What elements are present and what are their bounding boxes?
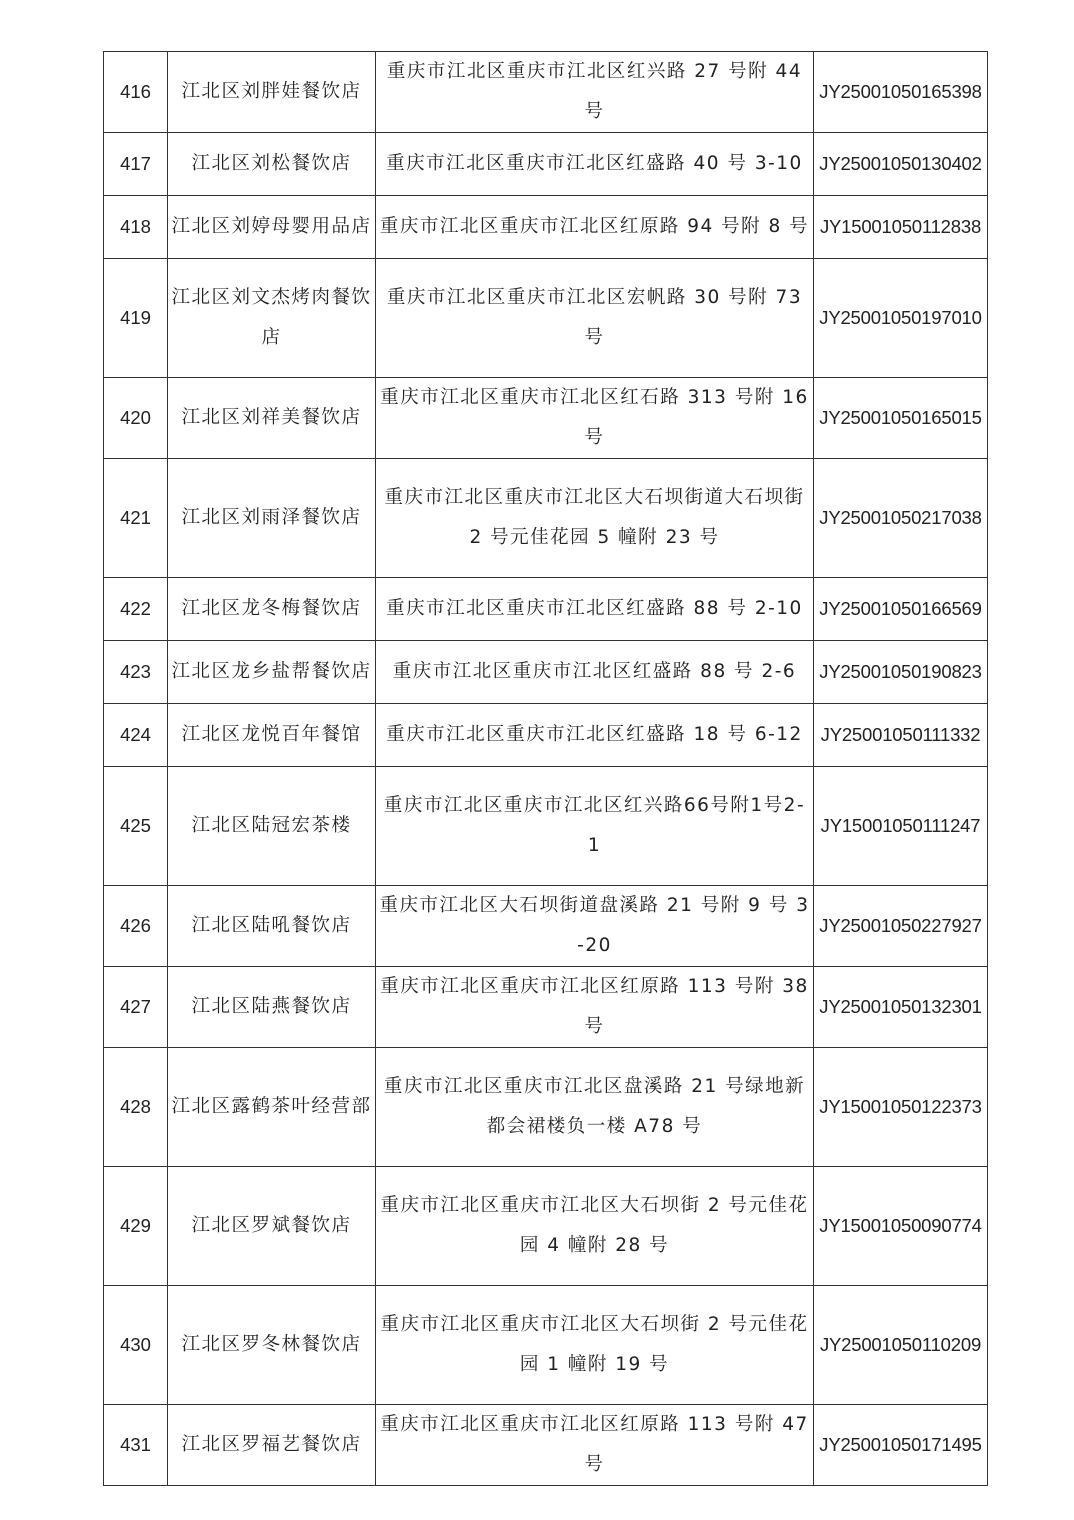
row-number: 422 (104, 578, 168, 641)
business-name: 江北区陆吼餐饮店 (168, 886, 376, 967)
table-row (104, 1286, 988, 1405)
business-address: 重庆市江北区重庆市江北区宏帆路 30 号附 73 号 (376, 259, 814, 378)
business-name: 江北区陆燕餐饮店 (168, 967, 376, 1048)
license-number: JY25001050111332 (814, 704, 988, 767)
table-row (104, 196, 988, 259)
table-row (104, 704, 988, 767)
row-number: 420 (104, 378, 168, 459)
business-address: 重庆市江北区重庆市江北区红兴路 27 号附 44 号 (376, 52, 814, 133)
license-number: JY25001050165015 (814, 378, 988, 459)
business-name: 江北区刘松餐饮店 (168, 133, 376, 196)
license-number: JY15001050122373 (814, 1048, 988, 1167)
business-address: 重庆市江北区大石坝街道盘溪路 21 号附 9 号 3-20 (376, 886, 814, 967)
row-number: 418 (104, 196, 168, 259)
business-address: 重庆市江北区重庆市江北区红原路 94 号附 8 号 (376, 196, 814, 259)
business-address: 重庆市江北区重庆市江北区红兴路66号附1号2-1 (376, 767, 814, 886)
business-address: 重庆市江北区重庆市江北区红盛路 88 号 2-6 (376, 641, 814, 704)
row-number: 417 (104, 133, 168, 196)
business-name: 江北区刘婷母婴用品店 (168, 196, 376, 259)
license-number: JY25001050217038 (814, 459, 988, 578)
license-number: JY15001050112838 (814, 196, 988, 259)
business-name: 江北区罗冬林餐饮店 (168, 1286, 376, 1405)
row-number: 419 (104, 259, 168, 378)
table-row (104, 459, 988, 578)
row-number: 430 (104, 1286, 168, 1405)
business-name: 江北区刘祥美餐饮店 (168, 378, 376, 459)
business-name: 江北区刘胖娃餐饮店 (168, 52, 376, 133)
license-number: JY25001050190823 (814, 641, 988, 704)
row-number: 431 (104, 1405, 168, 1486)
license-number: JY25001050132301 (814, 967, 988, 1048)
table-row (104, 1405, 988, 1486)
business-address: 重庆市江北区重庆市江北区红盛路 18 号 6-12 (376, 704, 814, 767)
license-table (103, 51, 988, 1486)
table-row (104, 578, 988, 641)
license-number: JY25001050166569 (814, 578, 988, 641)
table-row (104, 967, 988, 1048)
business-name: 江北区刘文杰烤肉餐饮店 (168, 259, 376, 378)
license-number: JY25001050110209 (814, 1286, 988, 1405)
business-name: 江北区罗福艺餐饮店 (168, 1405, 376, 1486)
license-number: JY15001050090774 (814, 1167, 988, 1286)
table-row (104, 767, 988, 886)
business-address: 重庆市江北区重庆市江北区红石路 313 号附 16 号 (376, 378, 814, 459)
business-name: 江北区罗斌餐饮店 (168, 1167, 376, 1286)
business-address: 重庆市江北区重庆市江北区红原路 113 号附 38 号 (376, 967, 814, 1048)
license-number: JY25001050197010 (814, 259, 988, 378)
business-name: 江北区刘雨泽餐饮店 (168, 459, 376, 578)
table-row (104, 886, 988, 967)
business-address: 重庆市江北区重庆市江北区红盛路 88 号 2-10 (376, 578, 814, 641)
business-address: 重庆市江北区重庆市江北区大石坝街 2 号元佳花园 1 幢附 19 号 (376, 1286, 814, 1405)
row-number: 429 (104, 1167, 168, 1286)
row-number: 428 (104, 1048, 168, 1167)
business-name: 江北区陆冠宏茶楼 (168, 767, 376, 886)
table-row (104, 52, 988, 133)
table-row (104, 133, 988, 196)
business-name: 江北区露鹤茶叶经营部 (168, 1048, 376, 1167)
license-number: JY25001050227927 (814, 886, 988, 967)
table-row (104, 1048, 988, 1167)
business-name: 江北区龙悦百年餐馆 (168, 704, 376, 767)
business-address: 重庆市江北区重庆市江北区大石坝街道大石坝街 2 号元佳花园 5 幢附 23 号 (376, 459, 814, 578)
business-name: 江北区龙冬梅餐饮店 (168, 578, 376, 641)
table-row (104, 378, 988, 459)
license-number: JY15001050111247 (814, 767, 988, 886)
business-address: 重庆市江北区重庆市江北区红原路 113 号附 47 号 (376, 1405, 814, 1486)
license-number: JY25001050130402 (814, 133, 988, 196)
business-address: 重庆市江北区重庆市江北区红盛路 40 号 3-10 (376, 133, 814, 196)
row-number: 423 (104, 641, 168, 704)
table-row (104, 1167, 988, 1286)
table-row (104, 641, 988, 704)
row-number: 426 (104, 886, 168, 967)
row-number: 416 (104, 52, 168, 133)
row-number: 427 (104, 967, 168, 1048)
license-number: JY25001050171495 (814, 1405, 988, 1486)
business-address: 重庆市江北区重庆市江北区盘溪路 21 号绿地新都会裙楼负一楼 A78 号 (376, 1048, 814, 1167)
license-number: JY25001050165398 (814, 52, 988, 133)
business-address: 重庆市江北区重庆市江北区大石坝街 2 号元佳花园 4 幢附 28 号 (376, 1167, 814, 1286)
row-number: 425 (104, 767, 168, 886)
row-number: 421 (104, 459, 168, 578)
row-number: 424 (104, 704, 168, 767)
business-name: 江北区龙乡盐帮餐饮店 (168, 641, 376, 704)
table-row (104, 259, 988, 378)
